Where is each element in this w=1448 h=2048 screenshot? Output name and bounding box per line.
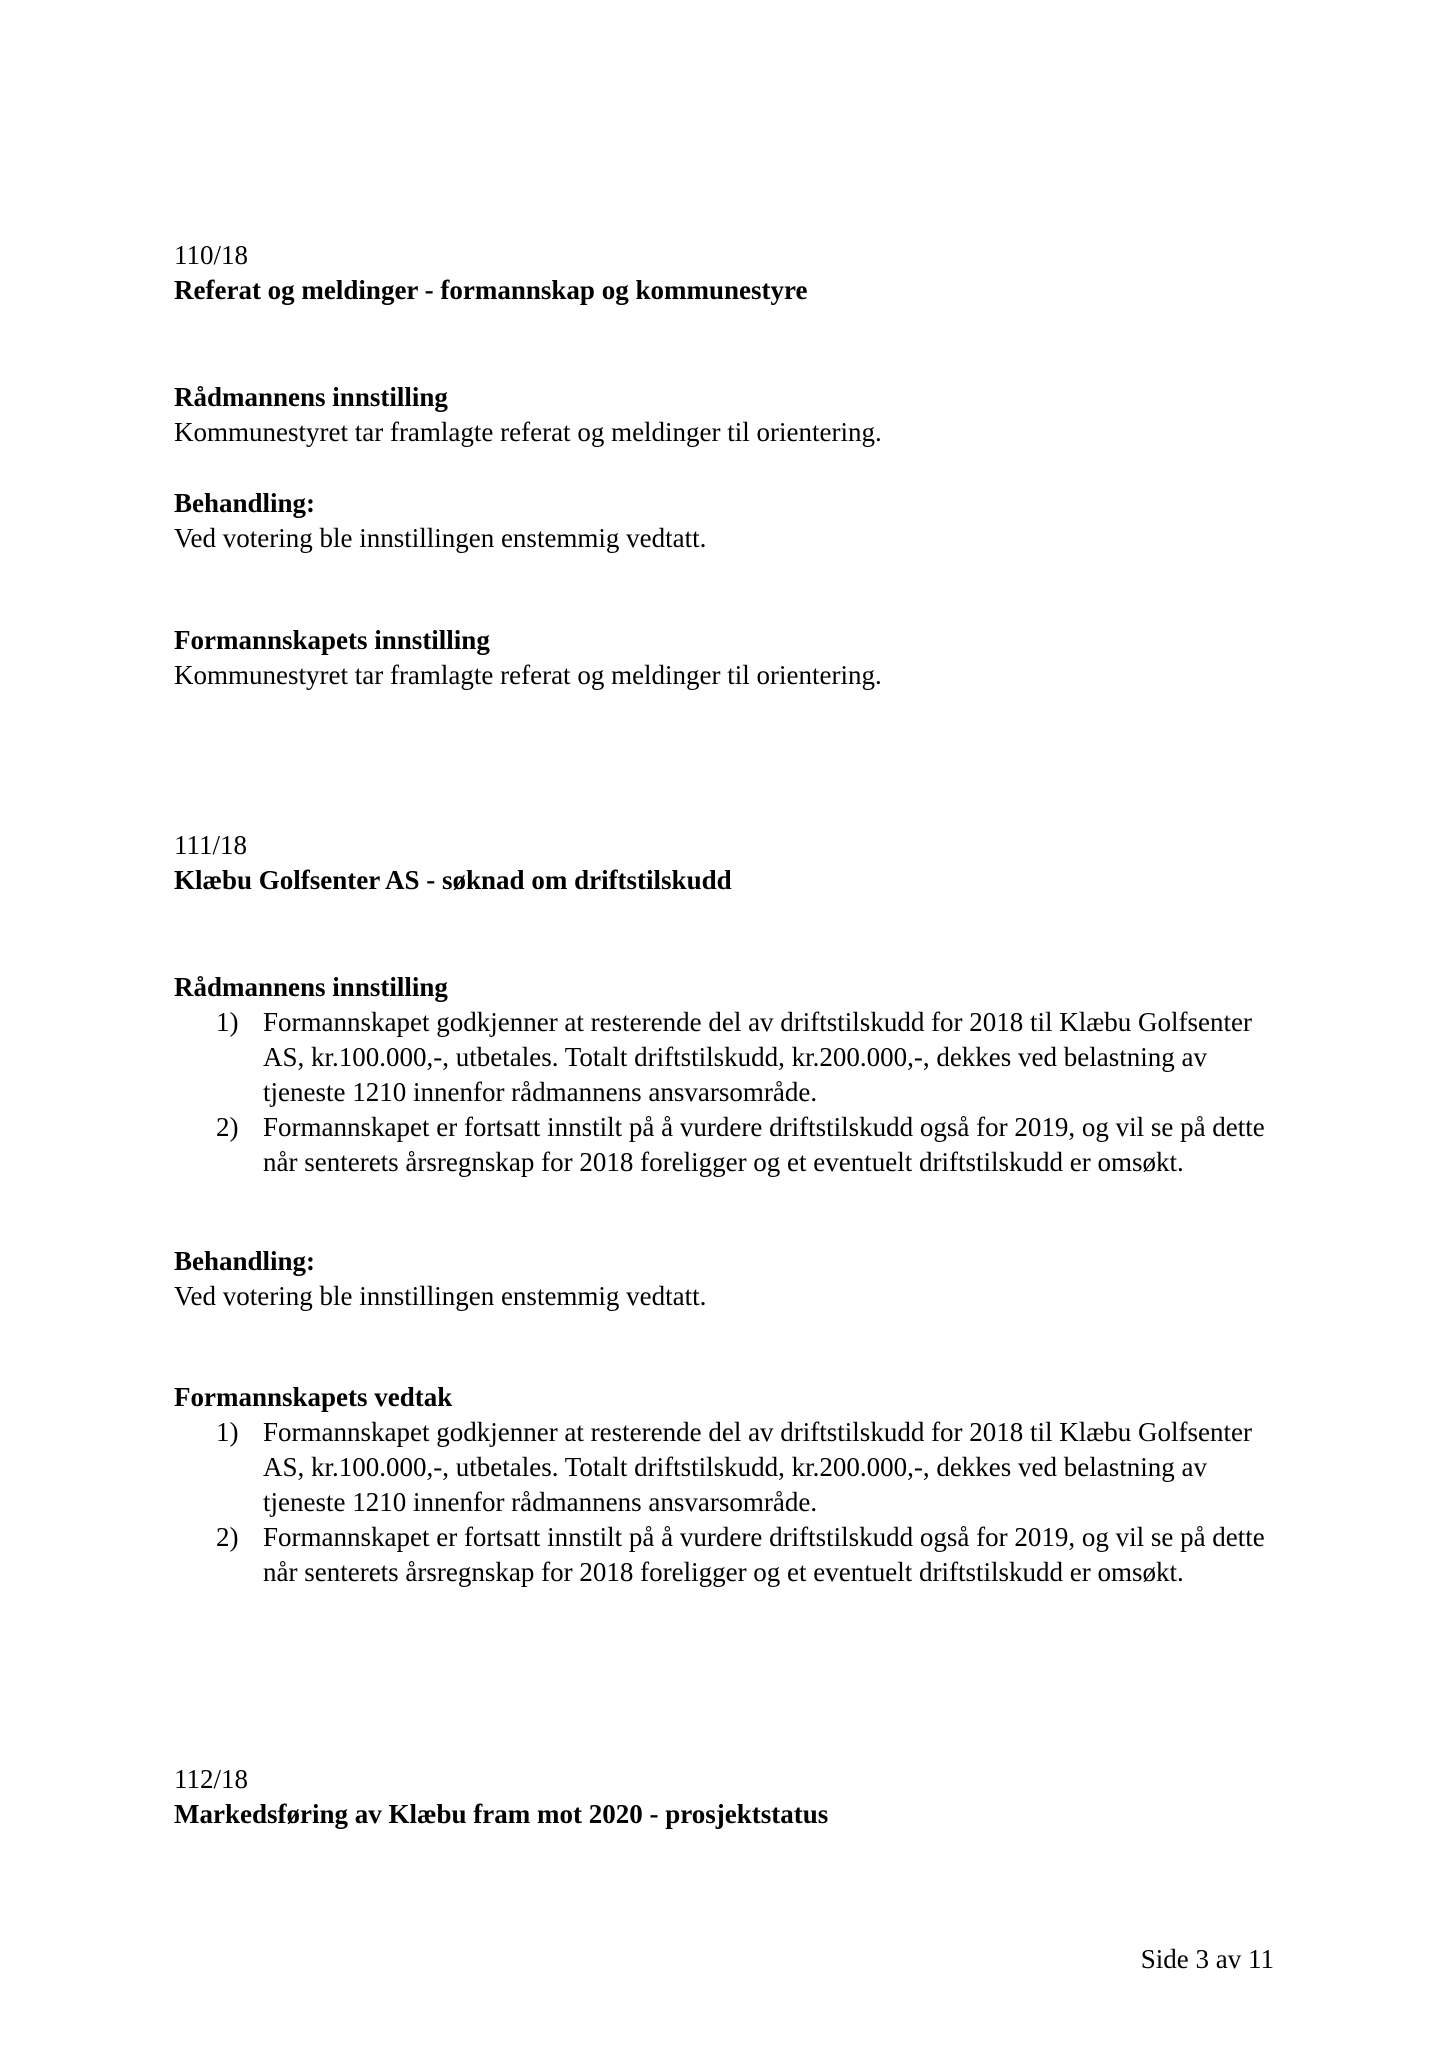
case-110-header — [174, 238, 1294, 308]
list-text: Formannskapet er fortsatt innstilt på å vurdere driftstilskudd også for 2019, og vil se på dette når senterets årsregnskap for 2018 foreligger og et eventuelt driftstilskudd er omsøkt. — [263, 1522, 1265, 1587]
list-number: 2) — [216, 1112, 239, 1142]
numbered-list — [174, 1415, 1294, 1590]
section-heading: Formannskapets vedtak — [174, 1382, 453, 1412]
case-number: 111/18 — [174, 830, 247, 860]
case-110-formannskapets-innstilling — [174, 623, 1294, 693]
section-text: Kommunestyret tar framlagte referat og meldinger til orientering. — [174, 660, 882, 690]
case-111-behandling — [174, 1244, 1294, 1314]
list-text: Formannskapet er fortsatt innstilt på å vurdere driftstilskudd også for 2019, og vil se på dette når senterets årsregnskap for 2018 foreligger og et eventuelt driftstilskudd er omsøkt. — [263, 1112, 1265, 1177]
list-item — [174, 1520, 1294, 1590]
list-number: 1) — [216, 1007, 239, 1037]
section-heading: Formannskapets innstilling — [174, 625, 490, 655]
case-111-formannskapets-vedtak — [174, 1380, 1294, 1590]
list-text: Formannskapet godkjenner at resterende del av driftstilskudd for 2018 til Klæbu Golfsenter AS, kr.100.000,-, utbetales. Totalt driftstilskudd, kr.200.000,-, dekkes ved belastning av tjeneste 1210 innenfor rådmannens ansvarsområde. — [263, 1417, 1253, 1517]
case-111-header — [174, 828, 1294, 898]
case-title: Markedsføring av Klæbu fram mot 2020 - prosjektstatus — [174, 1799, 829, 1829]
list-item — [174, 1005, 1294, 1110]
case-111-radmannens-innstilling — [174, 970, 1294, 1180]
list-text: Formannskapet godkjenner at resterende del av driftstilskudd for 2018 til Klæbu Golfsenter AS, kr.100.000,-, utbetales. Totalt driftstilskudd, kr.200.000,-, dekkes ved belastning av tjeneste 1210 innenfor rådmannens ansvarsområde. — [263, 1007, 1253, 1107]
numbered-list — [174, 1005, 1294, 1180]
section-text: Kommunestyret tar framlagte referat og meldinger til orientering. — [174, 417, 882, 447]
list-number: 1) — [216, 1417, 239, 1447]
section-heading: Rådmannens innstilling — [174, 382, 448, 412]
case-title: Referat og meldinger - formannskap og kommunestyre — [174, 275, 808, 305]
section-heading: Behandling: — [174, 1246, 316, 1276]
list-item — [174, 1415, 1294, 1520]
case-number: 112/18 — [174, 1764, 248, 1794]
case-110-behandling — [174, 486, 1294, 556]
case-112-header — [174, 1762, 1294, 1832]
section-text: Ved votering ble innstillingen enstemmig vedtatt. — [174, 1281, 707, 1311]
case-title: Klæbu Golfsenter AS - søknad om driftstilskudd — [174, 865, 732, 895]
page-number: Side 3 av 11 — [1140, 1944, 1274, 1974]
section-heading: Behandling: — [174, 488, 316, 518]
case-number: 110/18 — [174, 240, 248, 270]
section-text: Ved votering ble innstillingen enstemmig vedtatt. — [174, 523, 707, 553]
case-110-radmannens-innstilling — [174, 380, 1294, 450]
section-heading: Rådmannens innstilling — [174, 972, 448, 1002]
list-number: 2) — [216, 1522, 239, 1552]
list-item — [174, 1110, 1294, 1180]
